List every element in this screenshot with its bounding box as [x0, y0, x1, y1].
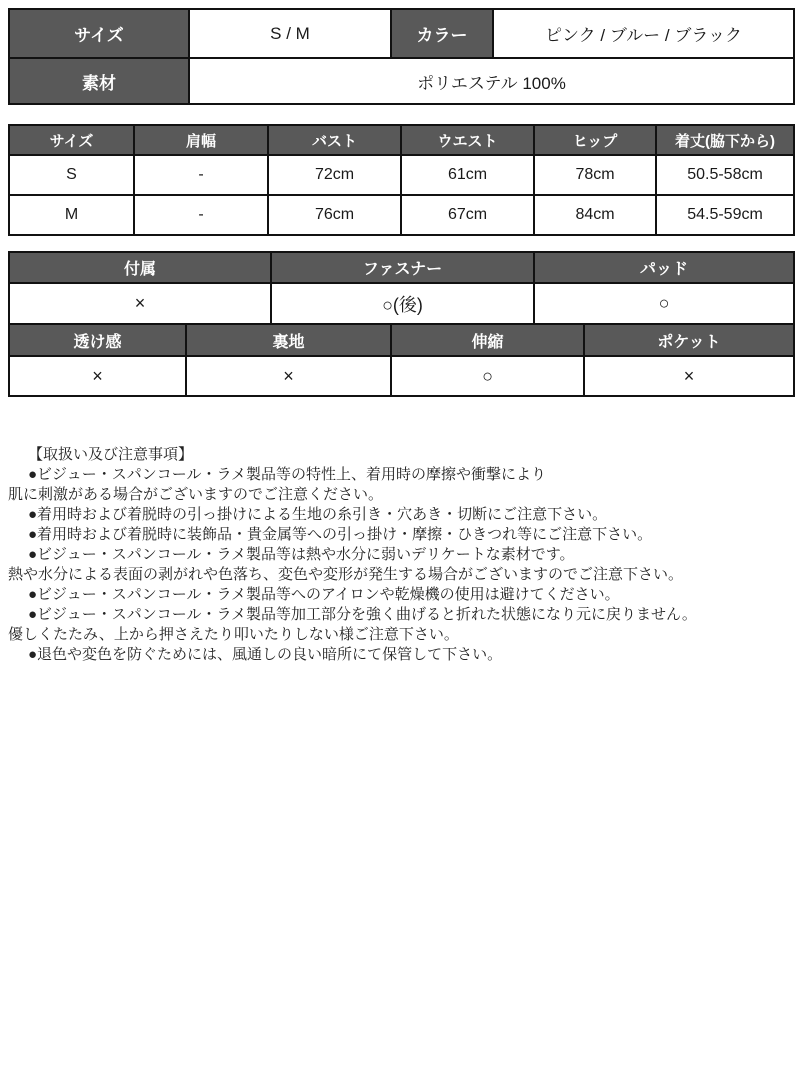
notes-line: ●ビジュー・スパンコール・ラメ製品等の特性上、着用時の摩擦や衝撃により [28, 466, 547, 483]
cell-waist: 67cm [401, 195, 534, 235]
value-pad: ○ [534, 283, 794, 324]
header-bust: バスト [268, 125, 401, 155]
notes-line: ●ビジュー・スパンコール・ラメ製品等へのアイロンや乾燥機の使用は避けてください。 [28, 586, 620, 603]
header-waist: ウエスト [401, 125, 534, 155]
notes-line: ●着用時および着脱時に装飾品・貴金属等への引っ掛け・摩擦・ひきつれ等にご注意下さい。 [28, 526, 653, 543]
color-label-cell: カラー [391, 9, 493, 58]
table-row-size-m [9, 195, 794, 235]
header-pocket: ポケット [584, 324, 794, 356]
header-fastener: ファスナー [271, 252, 534, 283]
notes-line: 優しくたたみ、上から押さえたり叩いたりしない様ご注意下さい。 [8, 626, 459, 643]
cell-length: 50.5-58cm [656, 155, 794, 195]
material-value-cell: ポリエステル 100% [189, 58, 794, 104]
header-stretch: 伸縮 [391, 324, 584, 356]
cell-size: M [9, 195, 134, 235]
cell-size: S [9, 155, 134, 195]
notes-line: ●着用時および着脱時の引っ掛けによる生地の糸引き・穴あき・切断にご注意下さい。 [28, 506, 608, 523]
measurements-table [8, 124, 795, 236]
cell-length: 54.5-59cm [656, 195, 794, 235]
table-row-size-s [9, 155, 794, 195]
header-lining: 裏地 [186, 324, 391, 356]
value-lining: × [186, 356, 391, 396]
handling-notes [8, 445, 792, 665]
color-value-cell: ピンク / ブルー / ブラック [493, 9, 794, 58]
features-table-top [8, 251, 795, 325]
notes-line: ●ビジュー・スパンコール・ラメ製品等加工部分を強く曲げると折れた状態になり元に戻りません。 [28, 606, 697, 623]
cell-shoulder: - [134, 195, 268, 235]
value-fastener: ○(後) [271, 283, 534, 324]
notes-line: 熱や水分による表面の剥がれや色落ち、変色や変形が発生する場合がございますのでご注意下さい。 [8, 566, 684, 583]
header-hip: ヒップ [534, 125, 656, 155]
size-value-cell: S / M [189, 9, 391, 58]
cell-shoulder: - [134, 155, 268, 195]
notes-line: ●ビジュー・スパンコール・ラメ製品等は熱や水分に弱いデリケートな素材です。 [28, 546, 575, 563]
header-sheerness: 透け感 [9, 324, 186, 356]
cell-bust: 72cm [268, 155, 401, 195]
header-accessory: 付属 [9, 252, 271, 283]
size-label-cell: サイズ [9, 9, 189, 58]
value-pocket: × [584, 356, 794, 396]
notes-line: ●退色や変色を防ぐためには、風通しの良い暗所にて保管して下さい。 [28, 646, 503, 663]
cell-bust: 76cm [268, 195, 401, 235]
cell-hip: 78cm [534, 155, 656, 195]
header-size: サイズ [9, 125, 134, 155]
notes-line: 肌に刺激がある場合がございますのでご注意ください。 [8, 486, 384, 503]
product-info-table [8, 8, 795, 105]
cell-waist: 61cm [401, 155, 534, 195]
value-accessory: × [9, 283, 271, 324]
header-pad: パッド [534, 252, 794, 283]
features-table-bottom [8, 323, 795, 397]
cell-hip: 84cm [534, 195, 656, 235]
notes-title: 【取扱い及び注意事項】 [28, 446, 194, 463]
material-label-cell: 素材 [9, 58, 189, 104]
header-length: 着丈(脇下から) [656, 125, 794, 155]
header-shoulder: 肩幅 [134, 125, 268, 155]
value-sheerness: × [9, 356, 186, 396]
value-stretch: ○ [391, 356, 584, 396]
